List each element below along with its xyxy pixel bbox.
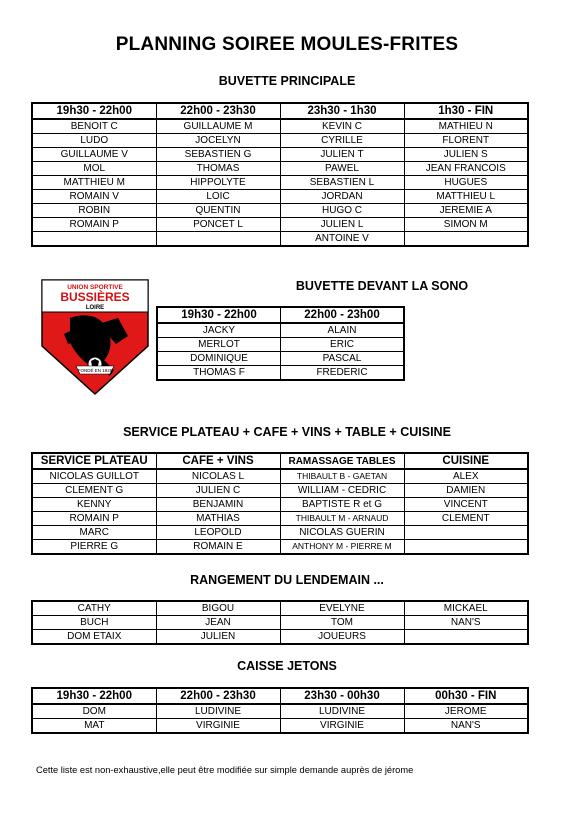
table-cell: PASCAL <box>281 352 405 366</box>
table-row <box>32 601 528 616</box>
table-cell: EVELYNE <box>280 601 404 616</box>
table-cell: DOM <box>32 704 156 719</box>
table-row <box>157 352 404 366</box>
table-cell: JULIEN C <box>156 484 280 498</box>
table-header-row <box>32 688 528 704</box>
column-header: 22h00 - 23h30 <box>156 103 280 119</box>
table-cell: HUGO C <box>280 204 404 218</box>
table-row <box>32 119 528 134</box>
table-cell: HUGUES <box>404 176 528 190</box>
table-row <box>32 218 528 232</box>
table-cell: JEROME <box>404 704 528 719</box>
table-row <box>32 204 528 218</box>
table-cell: MERLOT <box>157 338 281 352</box>
table-cell: LUDIVINE <box>156 704 280 719</box>
rangement-heading: RANGEMENT DU LENDEMAIN ... <box>190 573 384 587</box>
caisse-heading: CAISSE JETONS <box>237 659 337 673</box>
table-row <box>32 616 528 630</box>
table-row <box>32 540 528 555</box>
logo-line1: UNION SPORTIVE <box>67 284 123 291</box>
table-cell: MATHIEU N <box>404 119 528 134</box>
table-row <box>32 512 528 526</box>
column-header: 23h30 - 1h30 <box>280 103 404 119</box>
table-header-row <box>157 307 404 323</box>
table-cell: NAN'S <box>404 719 528 734</box>
table-cell: DOMINIQUE <box>157 352 281 366</box>
table-row <box>157 338 404 352</box>
table-cell: DAMIEN <box>404 484 528 498</box>
table-cell: JULIEN S <box>404 148 528 162</box>
table-cell: JOCELYN <box>156 134 280 148</box>
table-cell: PAWEL <box>280 162 404 176</box>
table-cell: CATHY <box>32 601 156 616</box>
table-cell: KEVIN C <box>280 119 404 134</box>
table-cell: BENJAMIN <box>156 498 280 512</box>
table-row <box>157 323 404 338</box>
table-cell: NICOLAS GUERIN <box>280 526 404 540</box>
table-cell: ROMAIN E <box>156 540 280 555</box>
table-cell <box>404 540 528 555</box>
table-row <box>32 719 528 734</box>
table-cell: LUDIVINE <box>280 704 404 719</box>
table-cell <box>404 232 528 247</box>
table-row <box>32 469 528 484</box>
table-cell: JOUEURS <box>280 630 404 645</box>
table-cell: QUENTIN <box>156 204 280 218</box>
table-cell: LUDO <box>32 134 156 148</box>
table-cell: MATHIAS <box>156 512 280 526</box>
table-cell <box>404 630 528 645</box>
table-cell: NAN'S <box>404 616 528 630</box>
footer-note: Cette liste est non-exhaustive,elle peut être modifiée sur simple demande auprès de jérome <box>36 765 414 775</box>
table-row <box>32 134 528 148</box>
table-cell: BAPTISTE R et G <box>280 498 404 512</box>
table-cell: JULIEN L <box>280 218 404 232</box>
table-cell: THOMAS F <box>157 366 281 381</box>
table-cell: MATTHIEU L <box>404 190 528 204</box>
service-table <box>31 452 529 555</box>
table-cell: CLEMENT G <box>32 484 156 498</box>
table-row <box>32 232 528 247</box>
table-row <box>32 190 528 204</box>
table-row <box>32 176 528 190</box>
club-logo <box>40 278 150 396</box>
table-cell: MICKAEL <box>404 601 528 616</box>
column-header: CAFE + VINS <box>156 453 280 469</box>
buvette-sono-table <box>156 306 405 381</box>
table-cell: VIRGINIE <box>156 719 280 734</box>
table-cell: ROBIN <box>32 204 156 218</box>
table-cell: ROMAIN P <box>32 218 156 232</box>
column-header: RAMASSAGE TABLES <box>280 453 404 469</box>
logo-ribbon: FONDÉ EN 1926 <box>77 368 113 373</box>
table-cell: MATTHIEU M <box>32 176 156 190</box>
table-cell: ALEX <box>404 469 528 484</box>
table-cell <box>156 232 280 247</box>
page-title: PLANNING SOIREE MOULES-FRITES <box>115 34 459 55</box>
table-cell: THIBAULT B - GAETAN <box>280 469 404 484</box>
table-cell: GUILLAUME V <box>32 148 156 162</box>
logo-line3: LOIRE <box>85 305 105 311</box>
table-cell: MAT <box>32 719 156 734</box>
table-cell: SIMON M <box>404 218 528 232</box>
table-cell: LEOPOLD <box>156 526 280 540</box>
table-cell: JULIEN T <box>280 148 404 162</box>
table-cell <box>404 526 528 540</box>
table-cell: GUILLAUME M <box>156 119 280 134</box>
table-header-row <box>32 103 528 119</box>
table-cell: DOM ETAIX <box>32 630 156 645</box>
column-header: 00h30 - FIN <box>404 688 528 704</box>
table-row <box>32 162 528 176</box>
table-cell: JEAN <box>156 616 280 630</box>
table-cell: THIBAULT M - ARNAUD <box>280 512 404 526</box>
table-cell: JORDAN <box>280 190 404 204</box>
table-cell: JEREMIE A <box>404 204 528 218</box>
table-cell: ROMAIN V <box>32 190 156 204</box>
table-cell: ROMAIN P <box>32 512 156 526</box>
table-cell: BUCH <box>32 616 156 630</box>
table-cell: ERIC <box>281 338 405 352</box>
table-cell: MARC <box>32 526 156 540</box>
column-header: 19h30 - 22h00 <box>157 307 281 323</box>
table-cell: JULIEN <box>156 630 280 645</box>
table-row <box>157 366 404 381</box>
column-header: SERVICE PLATEAU <box>32 453 156 469</box>
table-cell: PIERRE G <box>32 540 156 555</box>
table-cell: WILLIAM - CEDRIC <box>280 484 404 498</box>
table-row <box>32 526 528 540</box>
rangement-table <box>31 600 529 645</box>
table-cell: ALAIN <box>281 323 405 338</box>
logo-line2: BUSSIÈRES <box>60 290 130 304</box>
table-row <box>32 148 528 162</box>
table-cell: FREDERIC <box>281 366 405 381</box>
buvette-principale-heading: BUVETTE PRINCIPALE <box>218 74 356 88</box>
table-cell: LOIC <box>156 190 280 204</box>
table-cell: THOMAS <box>156 162 280 176</box>
caisse-table <box>31 687 529 734</box>
table-cell: NICOLAS L <box>156 469 280 484</box>
service-heading: SERVICE PLATEAU + CAFE + VINS + TABLE + CUISINE <box>123 425 451 439</box>
table-cell: HIPPOLYTE <box>156 176 280 190</box>
table-cell: ANTHONY M - PIERRE M <box>280 540 404 555</box>
column-header: 1h30 - FIN <box>404 103 528 119</box>
table-cell: BENOIT C <box>32 119 156 134</box>
column-header: CUISINE <box>404 453 528 469</box>
table-cell: JEAN FRANCOIS <box>404 162 528 176</box>
column-header: 23h30 - 00h30 <box>280 688 404 704</box>
table-cell: BIGOU <box>156 601 280 616</box>
table-row <box>32 498 528 512</box>
table-cell: CYRILLE <box>280 134 404 148</box>
table-cell: TOM <box>280 616 404 630</box>
table-header-row <box>32 453 528 469</box>
table-cell: VINCENT <box>404 498 528 512</box>
table-cell <box>32 232 156 247</box>
table-cell: SEBASTIEN L <box>280 176 404 190</box>
table-row <box>32 484 528 498</box>
table-cell: NICOLAS GUILLOT <box>32 469 156 484</box>
buvette-sono-heading: BUVETTE DEVANT LA SONO <box>295 279 469 293</box>
table-cell: FLORENT <box>404 134 528 148</box>
table-cell: CLEMENT <box>404 512 528 526</box>
table-cell: SEBASTIEN G <box>156 148 280 162</box>
table-cell: KENNY <box>32 498 156 512</box>
column-header: 19h30 - 22h00 <box>32 103 156 119</box>
column-header: 19h30 - 22h00 <box>32 688 156 704</box>
column-header: 22h00 - 23h30 <box>156 688 280 704</box>
table-cell: ANTOINE V <box>280 232 404 247</box>
buvette-principale-table <box>31 102 529 247</box>
table-row <box>32 704 528 719</box>
table-cell: MOL <box>32 162 156 176</box>
column-header: 22h00 - 23h00 <box>281 307 405 323</box>
table-cell: PONCET L <box>156 218 280 232</box>
table-cell: VIRGINIE <box>280 719 404 734</box>
table-cell: JACKY <box>157 323 281 338</box>
table-row <box>32 630 528 645</box>
